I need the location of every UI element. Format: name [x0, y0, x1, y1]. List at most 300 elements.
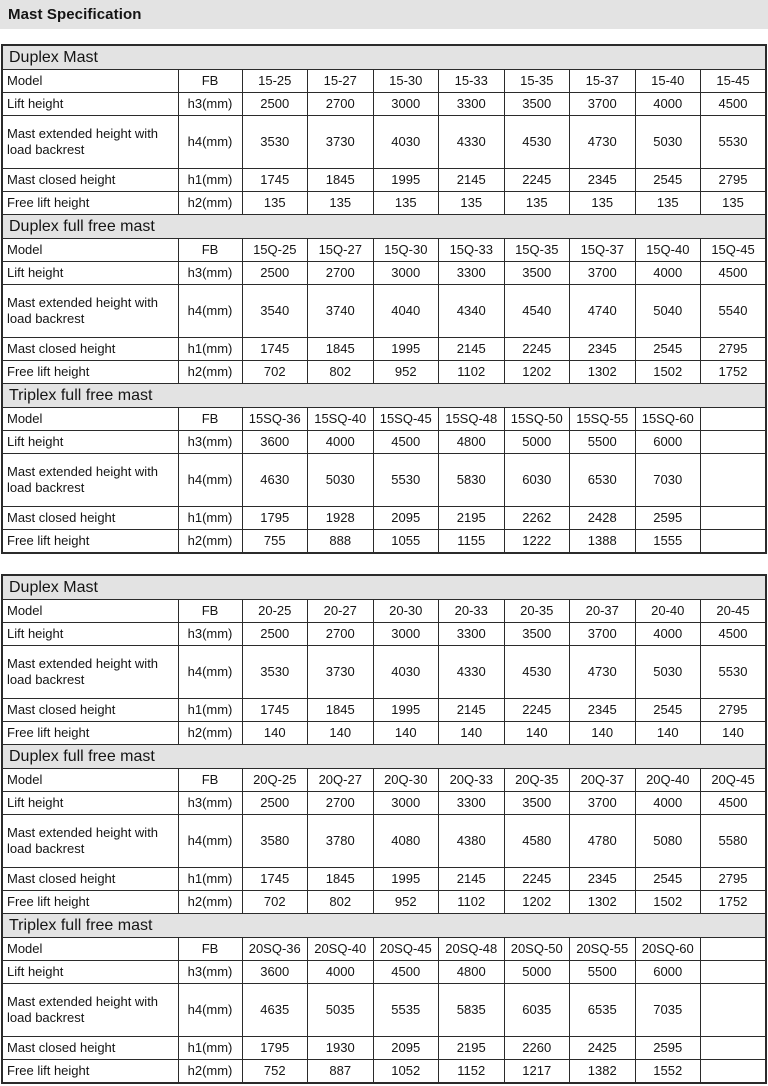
- value-cell: 2795: [701, 699, 767, 722]
- row-label: Model: [2, 938, 178, 961]
- value-cell: [701, 1060, 767, 1084]
- value-cell: [701, 938, 767, 961]
- row-label: Mast closed height: [2, 338, 178, 361]
- value-cell: 15Q-40: [635, 239, 701, 262]
- value-cell: 5500: [570, 961, 636, 984]
- value-cell: 2260: [504, 1037, 570, 1060]
- value-cell: 2500: [242, 792, 308, 815]
- value-cell: 140: [439, 722, 505, 745]
- value-cell: 2095: [373, 507, 439, 530]
- value-cell: 135: [635, 192, 701, 215]
- value-cell: 3600: [242, 961, 308, 984]
- value-cell: 4500: [701, 93, 767, 116]
- value-cell: 4000: [308, 431, 374, 454]
- row-unit: h4(mm): [178, 815, 242, 868]
- value-cell: 2345: [570, 699, 636, 722]
- section-title: Duplex Mast: [2, 575, 766, 600]
- value-cell: 140: [635, 722, 701, 745]
- value-cell: 5030: [308, 454, 374, 507]
- row-label: Mast extended height with load backrest: [2, 984, 178, 1037]
- value-cell: 2345: [570, 338, 636, 361]
- row-unit: h1(mm): [178, 868, 242, 891]
- row-unit: FB: [178, 70, 242, 93]
- value-cell: 1745: [242, 699, 308, 722]
- value-cell: 802: [308, 361, 374, 384]
- value-cell: 5530: [701, 646, 767, 699]
- value-cell: 2245: [504, 338, 570, 361]
- table-row: [2, 722, 766, 745]
- table-row: [2, 600, 766, 623]
- value-cell: 5830: [439, 454, 505, 507]
- value-cell: 1222: [504, 530, 570, 554]
- row-unit: h4(mm): [178, 454, 242, 507]
- value-cell: 4780: [570, 815, 636, 868]
- value-cell: 20Q-25: [242, 769, 308, 792]
- table-row: [2, 285, 766, 338]
- value-cell: 3530: [242, 116, 308, 169]
- value-cell: 20Q-35: [504, 769, 570, 792]
- value-cell: 20-45: [701, 600, 767, 623]
- mast-table-1: [1, 44, 767, 554]
- value-cell: [701, 961, 767, 984]
- row-label: Free lift height: [2, 361, 178, 384]
- row-label: Mast extended height with load backrest: [2, 815, 178, 868]
- value-cell: 2345: [570, 868, 636, 891]
- value-cell: 7035: [635, 984, 701, 1037]
- value-cell: 5535: [373, 984, 439, 1037]
- value-cell: 2262: [504, 507, 570, 530]
- value-cell: 5080: [635, 815, 701, 868]
- table-row: [2, 70, 766, 93]
- table-row: [2, 530, 766, 554]
- table-row: [2, 938, 766, 961]
- value-cell: 20Q-37: [570, 769, 636, 792]
- value-cell: 2095: [373, 1037, 439, 1060]
- value-cell: 1752: [701, 891, 767, 914]
- row-label: Mast closed height: [2, 868, 178, 891]
- value-cell: 1555: [635, 530, 701, 554]
- row-label: Mast closed height: [2, 1037, 178, 1060]
- value-cell: 15SQ-60: [635, 408, 701, 431]
- value-cell: 20-27: [308, 600, 374, 623]
- value-cell: 15-33: [439, 70, 505, 93]
- row-unit: h2(mm): [178, 1060, 242, 1084]
- row-unit: h1(mm): [178, 338, 242, 361]
- value-cell: 4500: [701, 262, 767, 285]
- value-cell: 2145: [439, 338, 505, 361]
- value-cell: 4540: [504, 285, 570, 338]
- value-cell: 15-25: [242, 70, 308, 93]
- value-cell: 2245: [504, 699, 570, 722]
- row-unit: h3(mm): [178, 431, 242, 454]
- section-header-row: [2, 745, 766, 769]
- value-cell: 4500: [373, 961, 439, 984]
- table-row: [2, 169, 766, 192]
- value-cell: 1995: [373, 699, 439, 722]
- value-cell: 3700: [570, 792, 636, 815]
- value-cell: 15-37: [570, 70, 636, 93]
- section-header-row: [2, 215, 766, 239]
- value-cell: 2245: [504, 868, 570, 891]
- value-cell: [701, 431, 767, 454]
- value-cell: 1845: [308, 338, 374, 361]
- row-unit: FB: [178, 938, 242, 961]
- value-cell: 1995: [373, 868, 439, 891]
- value-cell: 3300: [439, 262, 505, 285]
- value-cell: 4530: [504, 116, 570, 169]
- value-cell: 1502: [635, 361, 701, 384]
- row-unit: h4(mm): [178, 646, 242, 699]
- value-cell: 1202: [504, 891, 570, 914]
- section-header-row: [2, 45, 766, 70]
- value-cell: 4330: [439, 116, 505, 169]
- value-cell: 135: [701, 192, 767, 215]
- value-cell: 3000: [373, 792, 439, 815]
- mast-table-2: [1, 574, 767, 1084]
- value-cell: 140: [373, 722, 439, 745]
- value-cell: 6030: [504, 454, 570, 507]
- value-cell: 15Q-25: [242, 239, 308, 262]
- table-row: [2, 815, 766, 868]
- value-cell: 755: [242, 530, 308, 554]
- table-row: [2, 262, 766, 285]
- value-cell: 20-25: [242, 600, 308, 623]
- value-cell: 1152: [439, 1060, 505, 1084]
- value-cell: 4040: [373, 285, 439, 338]
- value-cell: 15SQ-50: [504, 408, 570, 431]
- value-cell: 140: [242, 722, 308, 745]
- row-unit: FB: [178, 769, 242, 792]
- row-label: Mast closed height: [2, 169, 178, 192]
- value-cell: 15Q-37: [570, 239, 636, 262]
- value-cell: 1055: [373, 530, 439, 554]
- value-cell: 15-27: [308, 70, 374, 93]
- value-cell: 5040: [635, 285, 701, 338]
- value-cell: 20-30: [373, 600, 439, 623]
- value-cell: 4380: [439, 815, 505, 868]
- value-cell: 15Q-27: [308, 239, 374, 262]
- value-cell: 5000: [504, 431, 570, 454]
- value-cell: 5835: [439, 984, 505, 1037]
- value-cell: 4080: [373, 815, 439, 868]
- value-cell: 1795: [242, 1037, 308, 1060]
- value-cell: 4730: [570, 116, 636, 169]
- table-row: [2, 93, 766, 116]
- value-cell: 4000: [635, 93, 701, 116]
- value-cell: 20SQ-60: [635, 938, 701, 961]
- section-header-row: [2, 575, 766, 600]
- row-label: Mast closed height: [2, 507, 178, 530]
- value-cell: 4000: [635, 262, 701, 285]
- value-cell: 1155: [439, 530, 505, 554]
- value-cell: 802: [308, 891, 374, 914]
- value-cell: 5530: [373, 454, 439, 507]
- value-cell: 4500: [701, 623, 767, 646]
- value-cell: 1302: [570, 361, 636, 384]
- row-unit: h3(mm): [178, 262, 242, 285]
- value-cell: 888: [308, 530, 374, 554]
- row-label: Free lift height: [2, 192, 178, 215]
- row-unit: h4(mm): [178, 984, 242, 1037]
- value-cell: 1388: [570, 530, 636, 554]
- value-cell: 2700: [308, 93, 374, 116]
- page-title: Mast Specification: [8, 6, 142, 23]
- row-label: Mast extended height with load backrest: [2, 285, 178, 338]
- row-label: Model: [2, 408, 178, 431]
- value-cell: 2500: [242, 623, 308, 646]
- value-cell: 1217: [504, 1060, 570, 1084]
- value-cell: 15-30: [373, 70, 439, 93]
- value-cell: 3500: [504, 623, 570, 646]
- value-cell: 20Q-40: [635, 769, 701, 792]
- value-cell: 2545: [635, 169, 701, 192]
- value-cell: 15Q-45: [701, 239, 767, 262]
- value-cell: 2195: [439, 507, 505, 530]
- row-label: Model: [2, 600, 178, 623]
- row-label: Lift height: [2, 623, 178, 646]
- value-cell: 1052: [373, 1060, 439, 1084]
- table-row: [2, 338, 766, 361]
- value-cell: 20Q-30: [373, 769, 439, 792]
- value-cell: 140: [504, 722, 570, 745]
- value-cell: 3500: [504, 262, 570, 285]
- value-cell: 135: [504, 192, 570, 215]
- section-title: Triplex full free mast: [2, 914, 766, 938]
- value-cell: 1102: [439, 891, 505, 914]
- row-label: Mast extended height with load backrest: [2, 454, 178, 507]
- value-cell: 6000: [635, 961, 701, 984]
- row-unit: h1(mm): [178, 1037, 242, 1060]
- value-cell: 1995: [373, 338, 439, 361]
- value-cell: 2195: [439, 1037, 505, 1060]
- value-cell: 6530: [570, 454, 636, 507]
- value-cell: 3530: [242, 646, 308, 699]
- value-cell: 3740: [308, 285, 374, 338]
- value-cell: 5000: [504, 961, 570, 984]
- value-cell: 5540: [701, 285, 767, 338]
- row-unit: h2(mm): [178, 722, 242, 745]
- value-cell: 2700: [308, 792, 374, 815]
- value-cell: 15Q-30: [373, 239, 439, 262]
- value-cell: 2145: [439, 169, 505, 192]
- table-row: [2, 116, 766, 169]
- value-cell: 3600: [242, 431, 308, 454]
- value-cell: 2595: [635, 507, 701, 530]
- value-cell: [701, 984, 767, 1037]
- value-cell: 4000: [635, 792, 701, 815]
- value-cell: 1382: [570, 1060, 636, 1084]
- value-cell: 2425: [570, 1037, 636, 1060]
- row-unit: h2(mm): [178, 361, 242, 384]
- row-unit: h3(mm): [178, 961, 242, 984]
- value-cell: 20SQ-45: [373, 938, 439, 961]
- value-cell: 5030: [635, 116, 701, 169]
- row-label: Lift height: [2, 431, 178, 454]
- section-title: Duplex Mast: [2, 45, 766, 70]
- value-cell: 4500: [373, 431, 439, 454]
- row-unit: h3(mm): [178, 93, 242, 116]
- value-cell: 3300: [439, 792, 505, 815]
- value-cell: 135: [439, 192, 505, 215]
- value-cell: 1845: [308, 699, 374, 722]
- value-cell: 6000: [635, 431, 701, 454]
- value-cell: 140: [570, 722, 636, 745]
- value-cell: 3730: [308, 646, 374, 699]
- value-cell: 140: [308, 722, 374, 745]
- value-cell: 4740: [570, 285, 636, 338]
- value-cell: 135: [308, 192, 374, 215]
- value-cell: 1928: [308, 507, 374, 530]
- table-row: [2, 769, 766, 792]
- value-cell: 135: [242, 192, 308, 215]
- value-cell: 135: [373, 192, 439, 215]
- table-row: [2, 361, 766, 384]
- value-cell: [701, 408, 767, 431]
- value-cell: 4340: [439, 285, 505, 338]
- row-label: Model: [2, 239, 178, 262]
- row-unit: h2(mm): [178, 530, 242, 554]
- row-label: Free lift height: [2, 891, 178, 914]
- value-cell: 3700: [570, 93, 636, 116]
- value-cell: 15SQ-36: [242, 408, 308, 431]
- row-label: Mast closed height: [2, 699, 178, 722]
- table-row: [2, 891, 766, 914]
- value-cell: 5035: [308, 984, 374, 1037]
- value-cell: 20SQ-36: [242, 938, 308, 961]
- value-cell: 6035: [504, 984, 570, 1037]
- value-cell: 2545: [635, 868, 701, 891]
- section-title: Duplex full free mast: [2, 745, 766, 769]
- value-cell: 3300: [439, 93, 505, 116]
- value-cell: 20Q-45: [701, 769, 767, 792]
- row-unit: FB: [178, 239, 242, 262]
- row-label: Model: [2, 70, 178, 93]
- row-label: Free lift height: [2, 722, 178, 745]
- value-cell: 887: [308, 1060, 374, 1084]
- table-row: [2, 984, 766, 1037]
- table-row: [2, 699, 766, 722]
- value-cell: 4580: [504, 815, 570, 868]
- value-cell: 1745: [242, 868, 308, 891]
- row-label: Mast extended height with load backrest: [2, 116, 178, 169]
- value-cell: 4530: [504, 646, 570, 699]
- value-cell: 140: [701, 722, 767, 745]
- row-label: Free lift height: [2, 530, 178, 554]
- row-unit: h3(mm): [178, 792, 242, 815]
- table-row: [2, 1037, 766, 1060]
- value-cell: 3540: [242, 285, 308, 338]
- table-row: [2, 623, 766, 646]
- value-cell: [701, 507, 767, 530]
- value-cell: 1845: [308, 169, 374, 192]
- value-cell: 2428: [570, 507, 636, 530]
- value-cell: 5580: [701, 815, 767, 868]
- row-unit: h2(mm): [178, 891, 242, 914]
- value-cell: 2145: [439, 699, 505, 722]
- section-title: Duplex full free mast: [2, 215, 766, 239]
- row-label: Lift height: [2, 93, 178, 116]
- value-cell: 4800: [439, 961, 505, 984]
- row-label: Mast extended height with load backrest: [2, 646, 178, 699]
- value-cell: 20SQ-48: [439, 938, 505, 961]
- table-row: [2, 408, 766, 431]
- row-unit: h1(mm): [178, 699, 242, 722]
- value-cell: 20-37: [570, 600, 636, 623]
- row-label: Lift height: [2, 262, 178, 285]
- table-row: [2, 454, 766, 507]
- value-cell: 2545: [635, 338, 701, 361]
- value-cell: 952: [373, 891, 439, 914]
- row-unit: FB: [178, 408, 242, 431]
- value-cell: 4800: [439, 431, 505, 454]
- value-cell: 4030: [373, 646, 439, 699]
- table-row: [2, 1060, 766, 1084]
- value-cell: 3000: [373, 623, 439, 646]
- value-cell: 1202: [504, 361, 570, 384]
- value-cell: 2795: [701, 338, 767, 361]
- value-cell: 1995: [373, 169, 439, 192]
- table-row: [2, 192, 766, 215]
- value-cell: 1302: [570, 891, 636, 914]
- value-cell: 2345: [570, 169, 636, 192]
- value-cell: 1102: [439, 361, 505, 384]
- value-cell: 4630: [242, 454, 308, 507]
- value-cell: 3000: [373, 262, 439, 285]
- value-cell: 2795: [701, 868, 767, 891]
- value-cell: 702: [242, 891, 308, 914]
- value-cell: 15SQ-48: [439, 408, 505, 431]
- value-cell: 1745: [242, 169, 308, 192]
- value-cell: 2545: [635, 699, 701, 722]
- value-cell: 6535: [570, 984, 636, 1037]
- row-label: Lift height: [2, 961, 178, 984]
- value-cell: 1552: [635, 1060, 701, 1084]
- value-cell: 5030: [635, 646, 701, 699]
- value-cell: 1795: [242, 507, 308, 530]
- value-cell: 20-33: [439, 600, 505, 623]
- table-row: [2, 961, 766, 984]
- table-row: [2, 792, 766, 815]
- value-cell: 3730: [308, 116, 374, 169]
- value-cell: 2500: [242, 93, 308, 116]
- value-cell: 2700: [308, 623, 374, 646]
- table-row: [2, 431, 766, 454]
- value-cell: 3500: [504, 93, 570, 116]
- value-cell: 15SQ-55: [570, 408, 636, 431]
- value-cell: [701, 454, 767, 507]
- value-cell: 1745: [242, 338, 308, 361]
- value-cell: 15-45: [701, 70, 767, 93]
- row-label: Lift height: [2, 792, 178, 815]
- row-label: Model: [2, 769, 178, 792]
- value-cell: 20SQ-55: [570, 938, 636, 961]
- section-header-row: [2, 914, 766, 938]
- value-cell: 3580: [242, 815, 308, 868]
- row-unit: h1(mm): [178, 507, 242, 530]
- value-cell: 20Q-27: [308, 769, 374, 792]
- value-cell: [701, 530, 767, 554]
- row-label: Free lift height: [2, 1060, 178, 1084]
- page-title-bar: [0, 0, 768, 29]
- value-cell: 4030: [373, 116, 439, 169]
- value-cell: 20SQ-50: [504, 938, 570, 961]
- value-cell: 2595: [635, 1037, 701, 1060]
- value-cell: 752: [242, 1060, 308, 1084]
- value-cell: 4000: [308, 961, 374, 984]
- value-cell: 2245: [504, 169, 570, 192]
- value-cell: [701, 1037, 767, 1060]
- value-cell: 15SQ-40: [308, 408, 374, 431]
